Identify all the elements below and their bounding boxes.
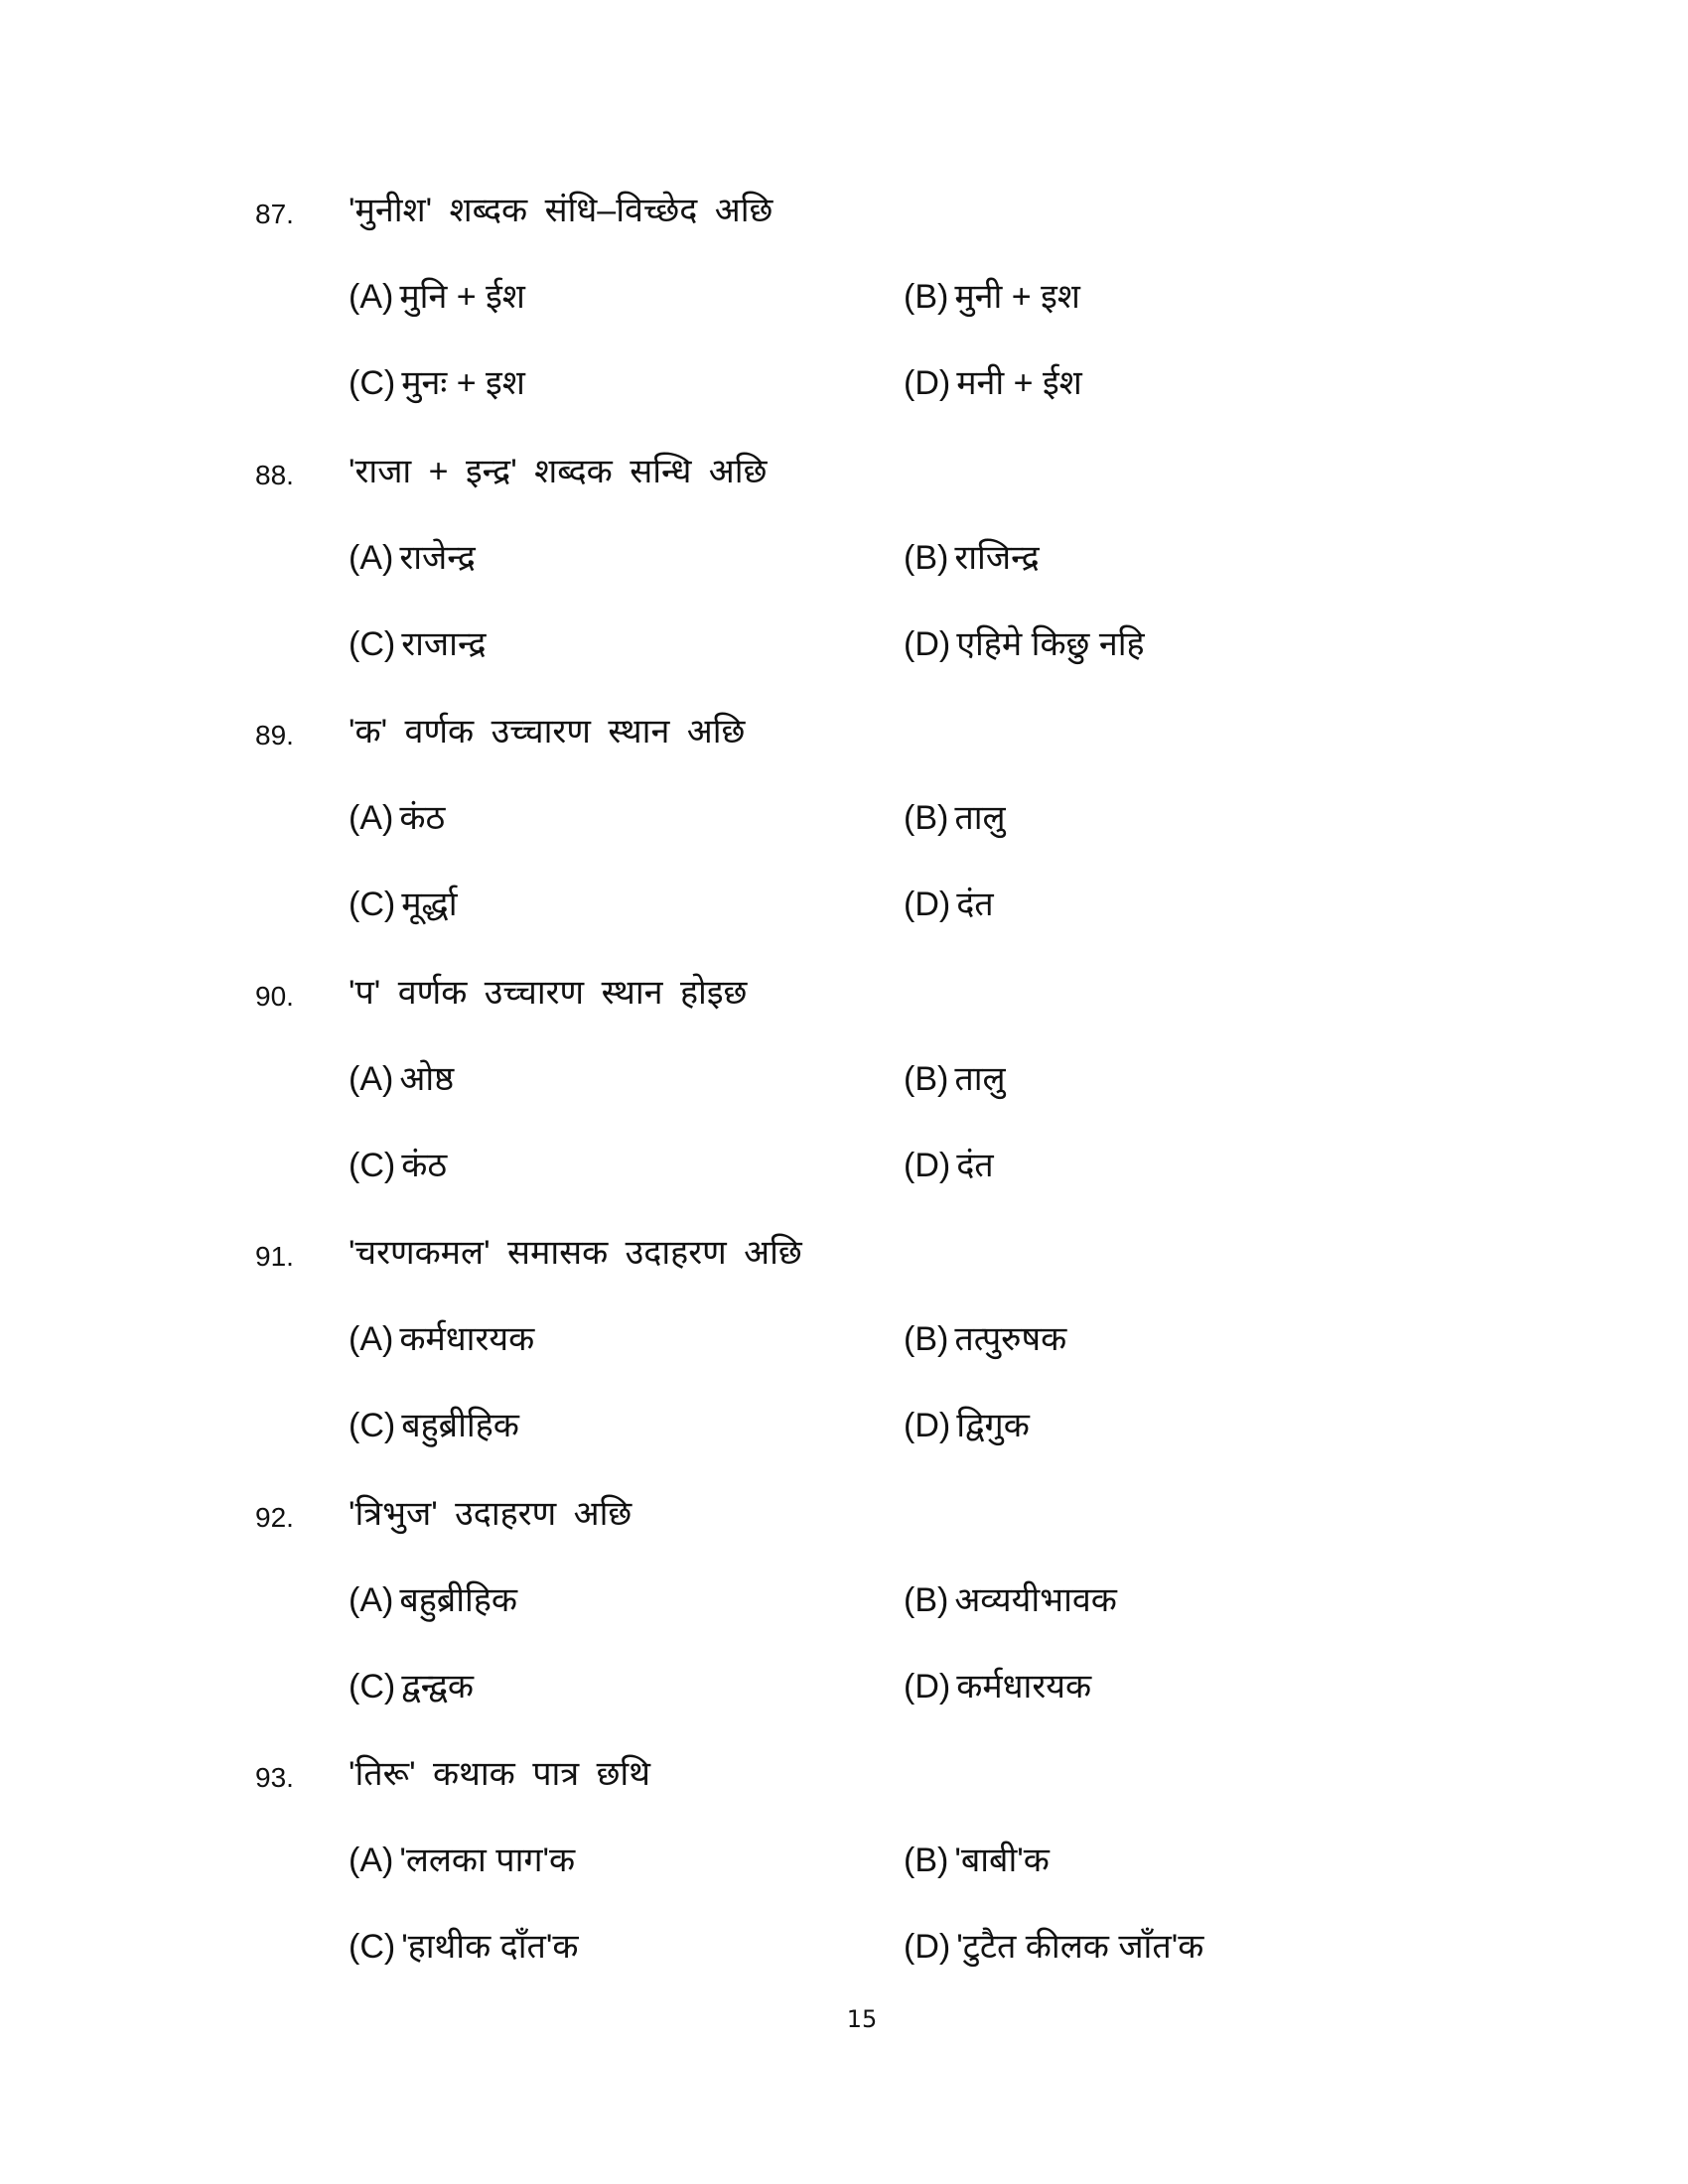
option-a <box>349 1317 534 1361</box>
option-b <box>904 1578 1117 1622</box>
option-label: (B) <box>904 1580 949 1619</box>
option-text: अव्ययीभावक <box>954 1580 1117 1619</box>
option-c <box>349 1144 447 1187</box>
option-d <box>904 1404 1030 1447</box>
option-label: (D) <box>904 1667 951 1706</box>
option-text: तत्पुरुषक <box>954 1320 1067 1358</box>
option-b <box>904 796 1006 840</box>
option-d <box>904 1144 994 1187</box>
option-text: 'टुटैत कीलक जाँत'क <box>956 1928 1204 1966</box>
option-a <box>349 1578 517 1622</box>
option-text: मूर्द्धा <box>401 886 458 923</box>
option-label: (C) <box>349 624 396 663</box>
option-b <box>904 275 1080 319</box>
option-text: कर्मधारयक <box>399 1320 535 1358</box>
option-a <box>349 1839 575 1882</box>
question-text: 'क' वर्णक उच्चारण स्थान अछि <box>349 713 746 751</box>
option-c <box>349 883 458 926</box>
option-text: बहुब्रीहिक <box>401 1407 519 1444</box>
option-d <box>904 622 1145 666</box>
option-label: (D) <box>904 1407 951 1444</box>
option-label: (C) <box>349 1667 396 1706</box>
option-a <box>349 536 476 580</box>
option-label: (D) <box>904 364 951 402</box>
option-text: कंठ <box>399 799 446 837</box>
option-label: (A) <box>349 1059 394 1098</box>
option-label: (A) <box>349 1320 394 1358</box>
option-label: (C) <box>349 1928 396 1966</box>
option-c <box>349 361 525 405</box>
question-text: 'प' वर्णक उच्चारण स्थान होइछ <box>349 973 748 1012</box>
option-text: 'हाथीक दाँत'क <box>401 1928 579 1966</box>
option-b <box>904 1057 1006 1101</box>
question-text: 'चरणकमल' समासक उदाहरण अछि <box>349 1234 802 1272</box>
option-a <box>349 1057 454 1101</box>
question-number: 91. <box>255 1241 294 1272</box>
question-number: 93. <box>255 1762 294 1793</box>
option-text: 'बाबी'क <box>954 1842 1050 1879</box>
option-text: एहिमे किछु नहि <box>956 624 1145 663</box>
option-c <box>349 1665 474 1708</box>
option-label: (B) <box>904 1059 949 1098</box>
option-label: (B) <box>904 1320 949 1358</box>
option-text: दंत <box>956 886 994 923</box>
option-text: राजिन्द्र <box>954 538 1040 577</box>
question-text: 'त्रिभुज' उदाहरण अछि <box>349 1494 633 1533</box>
option-label: (D) <box>904 886 951 923</box>
option-c <box>349 622 487 666</box>
option-text: मुनि + ईश <box>399 278 525 316</box>
option-d <box>904 361 1082 405</box>
option-label: (D) <box>904 624 951 663</box>
option-text: मुनी + इश <box>954 278 1080 316</box>
option-d <box>904 1665 1091 1708</box>
question-item <box>0 973 1688 1237</box>
option-label: (B) <box>904 799 949 837</box>
option-label: (B) <box>904 278 949 316</box>
option-c <box>349 1404 519 1447</box>
option-label: (A) <box>349 1580 394 1619</box>
question-item <box>0 1494 1688 1758</box>
option-b <box>904 536 1040 580</box>
option-text: कर्मधारयक <box>956 1667 1092 1706</box>
option-label: (D) <box>904 1928 951 1966</box>
option-d <box>904 1925 1203 1969</box>
question-number: 92. <box>255 1501 294 1533</box>
option-label: (A) <box>349 1842 394 1879</box>
option-label: (D) <box>904 1146 951 1184</box>
question-item <box>0 192 1688 455</box>
option-label: (A) <box>349 538 394 577</box>
option-label: (B) <box>904 1842 949 1879</box>
option-label: (A) <box>349 799 394 837</box>
option-text: दंत <box>956 1146 994 1184</box>
option-text: द्विगुक <box>956 1407 1030 1444</box>
option-label: (A) <box>349 278 394 316</box>
page-number: 15 <box>846 2005 878 2033</box>
option-text: तालु <box>954 799 1006 837</box>
option-b <box>904 1317 1066 1361</box>
option-text: मुनः + इश <box>401 364 525 402</box>
option-text: 'ललका पाग'क <box>399 1842 576 1879</box>
question-number: 90. <box>255 980 294 1012</box>
question-item <box>0 713 1688 976</box>
question-text: 'तिरू' कथाक पात्र छथि <box>349 1755 650 1793</box>
option-label: (C) <box>349 886 396 923</box>
question-item <box>0 1234 1688 1497</box>
option-a <box>349 275 525 319</box>
option-text: मनी + ईश <box>956 364 1082 402</box>
option-label: (C) <box>349 1407 396 1444</box>
option-text: कंठ <box>401 1146 448 1184</box>
option-text: द्वन्द्वक <box>401 1667 474 1706</box>
option-a <box>349 796 445 840</box>
option-text: तालु <box>954 1059 1006 1098</box>
option-text: राजान्द्र <box>401 624 487 663</box>
option-text: बहुब्रीहिक <box>399 1580 517 1619</box>
question-text: 'राजा + इन्द्र' शब्दक सन्धि अछि <box>349 452 768 490</box>
option-text: राजेन्द्र <box>399 538 476 577</box>
question-item <box>0 452 1688 716</box>
question-item <box>0 1755 1688 2018</box>
question-number: 88. <box>255 459 294 490</box>
option-c <box>349 1925 579 1969</box>
question-number: 89. <box>255 720 294 751</box>
option-label: (C) <box>349 364 396 402</box>
option-label: (C) <box>349 1146 396 1184</box>
option-text: ओष्ठ <box>399 1059 455 1098</box>
question-text: 'मुनीश' शब्दक संधि–विच्छेद अछि <box>349 192 774 229</box>
option-label: (B) <box>904 538 949 577</box>
option-d <box>904 883 994 926</box>
question-number: 87. <box>255 199 294 229</box>
option-b <box>904 1839 1050 1882</box>
